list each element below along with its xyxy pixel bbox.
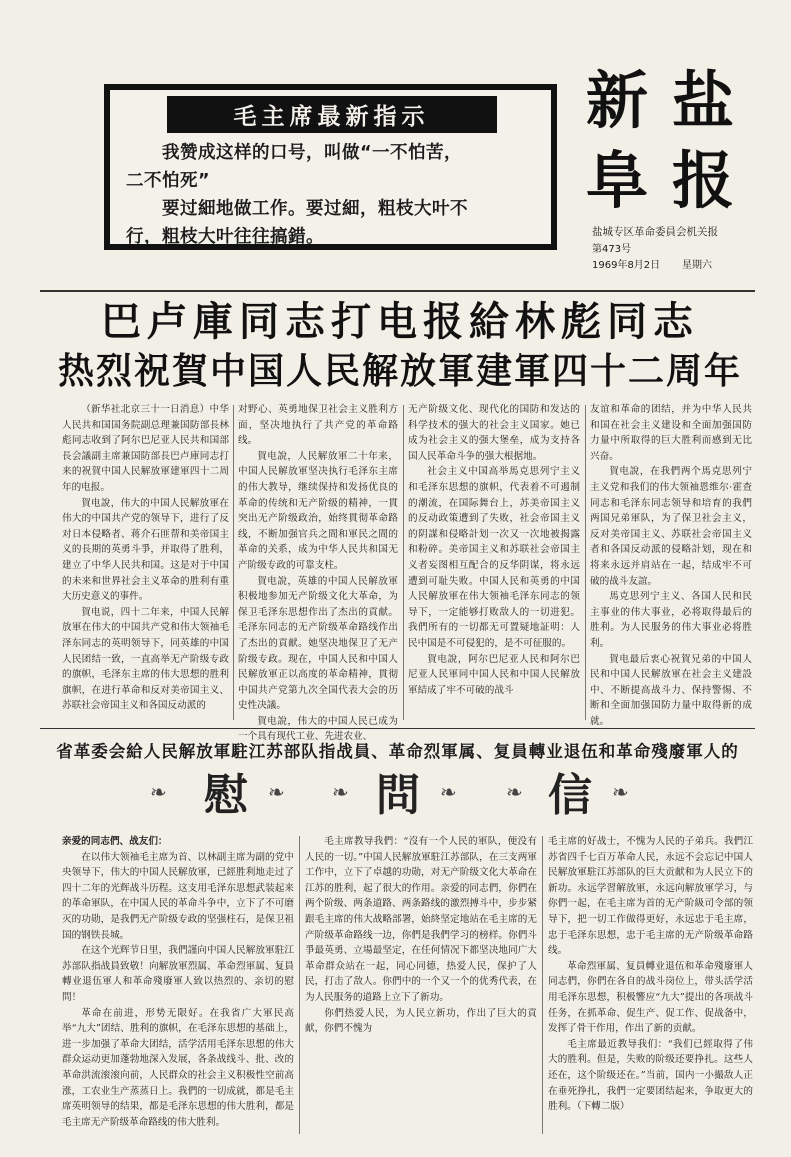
article-paragraph: 賀电說，阿尔巴尼亚人民和阿尔巴尼亚人民軍同中国人民和中国人民解放軍結成了牢不可破的战斗 xyxy=(408,653,580,696)
masthead-weekday: 星期六 xyxy=(682,260,712,271)
column-divider xyxy=(299,836,300,1134)
letter-column-1 xyxy=(62,834,294,1136)
letter-paragraph: 毛主席最近教导我们：“我们已經取得了伟大的胜利。但是，失败的阶级还要挣扎。这些人还在，这个阶级还在。”当前，国内一小撮敌人正在垂死挣扎，我們一定要团结起来，争取更大的胜利。（下轉二版） xyxy=(548,1038,753,1113)
article-paragraph: 賀电說，伟大的中国人民解放軍在伟大的中国共产党的领导下，进行了反对日本侵略者、蒋介石匪帮和美帝国主义的長期的英勇斗爭，并取得了胜利，建立了中华人民共和国。这是对于中国的未来和世界社会主义革命的胜利有重大历史意义的事件。 xyxy=(62,497,229,603)
article-paragraph: 馬克思列宁主义、各国人民和民主事业的伟大事业，必将取得最后的胜利。为人民服务的伟大事业必将胜利。 xyxy=(590,591,752,649)
masthead-char-xin: 新 xyxy=(586,64,649,137)
letter-paragraph: 毛主席教导我們：“沒有一个人民的軍队，便没有人民的一切。”中国人民解放軍駐江苏部队，在三支两軍工作中，立下了卓越的功勋，对无产阶级文化大革命在江苏的胜利，起了很大的作用。亲爱的同志們，你們在两个阶级、两条道路、两条路线的激烈搏斗中，步步紧跟毛主席的伟大战略部署，始終坚定地站在毛主席的无产阶级革命路线一边，你們是我們学习的榜样。你們斗爭最英勇、立場最坚定，在任何情况下都坚决地同广大革命群众站在一起，同心同德，热爱人民，保护了人民，打击了敌人。你們中的一个又一个的优秀代表，在为人民服务的道路上立下了新功。 xyxy=(305,836,537,1003)
article-paragraph: （新华社北京三十一日消息）中华人民共和国国务院副总理兼国防部長林彪同志收到了阿尔巴尼亚人民共和国部長会議副主席兼国防部長巴卢庫同志打来的祝賀中国人民解放軍建軍四十二周年的电报。 xyxy=(62,404,229,493)
masthead-char-fu: 阜 xyxy=(586,144,649,217)
letter-column-3 xyxy=(548,834,753,1136)
article-column-4 xyxy=(590,402,752,727)
chairman-quote-box xyxy=(104,84,557,250)
article-paragraph: 无产阶级文化、现代化的国防和发达的科学技术的强大的社会主义国家。她已成为社会主义的强大堡垒，成为支持各国人民革命斗争的强大根据地。 xyxy=(408,404,580,462)
headline-rule-top xyxy=(40,290,755,292)
article-paragraph: 賀电說，在我們两个馬克思列宁主义党和我们的伟大领袖恩维尔·霍查同志和毛泽东同志领导和培育的我們两国兄弟軍队，为了保卫社会主义，反对美帝国主义、苏联社会帝国主义者和各国反动派的侵略計划，现在和将来永远并肩站在一起，结成牢不可破的战斗友誼。 xyxy=(590,466,752,587)
masthead-char-bao: 报 xyxy=(672,144,735,217)
letter-title-char-2: 問 xyxy=(376,770,420,821)
article-paragraph: 賀电說，伟大的中国人民已成为一个具有现代工业、先进农业、 xyxy=(238,715,398,743)
flourish-icon: ❧ xyxy=(268,780,285,804)
column-divider xyxy=(403,405,404,720)
column-divider xyxy=(233,405,234,720)
quote-inner xyxy=(110,90,551,247)
quote-line: 行，粗枝大叶往往搞錯。 xyxy=(126,227,324,247)
article-paragraph: 友谊和革命的团结，并为中华人民共和国在社会主义建设和全面加强国防力量中所取得的巨大胜利而感到无比兴奋。 xyxy=(590,404,752,462)
article-column-3 xyxy=(408,402,580,722)
flourish-icon: ❧ xyxy=(506,780,523,804)
flourish-icon: ❧ xyxy=(150,780,167,804)
letter-column-2 xyxy=(305,834,537,1136)
letter-paragraph: 革命烈軍属、复員轉业退伍和革命殘廢軍人同志們，你們在各自的战斗岗位上，带头活学活用毛泽东思想，积极響应“九大”提出的各项战斗任务，在抓革命、促生产、促工作、促战备中，发挥了骨干作用，作出了新的贡献。 xyxy=(548,960,753,1035)
article-column-1 xyxy=(62,402,229,722)
flourish-icon: ❧ xyxy=(440,780,457,804)
quote-line: 我赞成这样的口号，叫做“一不怕苦， xyxy=(126,143,463,163)
masthead-organ: 盐城专区革命委員会机关报 xyxy=(592,226,718,238)
quote-line: 二不怕死” xyxy=(126,171,211,191)
quote-line: 要过細地做工作。要过細，粗枝大叶不 xyxy=(126,199,468,219)
column-divider xyxy=(542,836,543,1134)
article-paragraph: 賀电说，四十二年来，中国人民解放軍在伟大的中国共产党和伟大领袖毛泽东同志的英明领导下，同英雄的中国人民团结一致，一直高举无产阶级专政的旗帜，毛泽东主席的伟大思想的胜利旗帜，在进行革命和反对美帝国主义、苏联社会帝国主义和各国反动派的 xyxy=(62,606,229,712)
letter-subhead: 省革委会給人民解放軍駐江苏部队指战員、革命烈軍属、复員轉业退伍和革命殘廢軍人的 xyxy=(56,742,739,761)
quote-title: 毛主席最新指示 xyxy=(167,96,497,133)
letter-paragraph: 毛主席的好战士，不愧为人民的子弟兵。我們江苏省四千七百万革命人民，永远不会忘记中国人民解放軍駐江苏部队的巨大贡献和为人民立下的新功。永远学習解放軍，永远向解放軍学习，与你們一起，在毛主席为首的无产阶級司令部的领导下，把一切工作做得更好，永远忠于毛主席，忠于毛泽东思想，忠于毛主席的无产阶级革命路线。 xyxy=(548,836,753,957)
masthead-issue: 第473号 xyxy=(592,244,632,255)
article-column-2 xyxy=(238,402,398,743)
letter-title-char-1: 慰 xyxy=(204,770,248,821)
article-paragraph: 对野心、英勇地保卫社会主义胜利方面，坚决地执行了共产党的革命路线。 xyxy=(238,404,398,447)
headline-line-2: 热烈祝賀中国人民解放軍建軍四十二周年 xyxy=(57,350,742,392)
column-divider xyxy=(585,405,586,720)
masthead-date: 1969年8月2日 xyxy=(592,260,661,271)
article-paragraph: 賀电說，人民解放軍二十年来，中国人民解放軍坚决执行毛泽东主席的伟大教导，继续保持和发扬优良的革命的传统和无产阶级的精神，一貫突出无产阶级政治，始终貫彻革命路线，不断加强官兵之間和軍民之間的革命的关系，成为中华人民共和国无产阶级专政的可靠支柱。 xyxy=(238,450,398,571)
article-paragraph: 賀电說，英雄的中国人民解放軍积极地参加无产阶级文化大革命，为保卫毛泽东思想作出了杰出的貢献。毛泽东同志的无产阶级革命路线作出了杰出的貢献。她坚决地保卫了无产阶级专政。现在，中国人民和中国人民解放軍正以高度的革命精神，貫彻中国共产党第九次全国代表大会的历史性决議。 xyxy=(238,575,398,712)
flourish-icon: ❧ xyxy=(332,780,349,804)
letter-greeting: 亲爱的同志們、战友们： xyxy=(62,836,168,847)
letter-title-char-3: 信 xyxy=(548,770,592,821)
letter-paragraph: 革命在前进，形势无限好。在我省广大軍民高举“九大”团结、胜利的旗帜，在毛泽东思想的基础上，进一步加强了革命大团结，活学活用毛泽东思想的伟大群众运动更加蓬勃地深入发展，各条战线斗、批、改的革命洪流滚滚向前，人民群众的社会主义积极性空前高涨，工农业生产蒸蒸日上。我們的一切成就，都是毛主席英明领导的结果，都是毛泽东思想的伟大胜利，都是毛主席无产阶级革命路线的伟大胜利。 xyxy=(62,1007,294,1128)
letter-paragraph: 在这个光辉节日里，我們謹向中国人民解放軍駐江苏部队指战員致敬！向解放軍烈属、革命烈軍属、复員轉业退伍軍人和革命殘廢軍人致以热烈的、亲切的慰問！ xyxy=(62,945,294,1003)
headline-line-1: 巴卢庫同志打电报給林彪同志 xyxy=(101,298,699,345)
article-paragraph: 社会主义中国高举馬克思列宁主义和毛泽东思想的旗帜，代表着不可遏制的潮流，在国际舞台上，苏美帝国主义的反动政策遭到了失败，社会帝国主义的阴謀和侵略計划一次又一次地被揭露和粉碎。美帝国主义和苏联社会帝国主义者妄图相互配合的反华阴谋，将永远遭到可耻失败。中国人民和英勇的中国人民解放軍在伟大领袖毛泽东同志的领导下，一定能够打败敌人的一切进犯。我們所有的一切都无可置疑地証明：人民中国是不可侵犯的，是不可征服的。 xyxy=(408,466,580,649)
flourish-icon: ❧ xyxy=(612,780,629,804)
masthead-char-yan: 盐 xyxy=(672,64,735,137)
section-rule xyxy=(40,728,755,729)
article-paragraph: 賀电最后衷心祝賀兄弟的中国人民和中国人民解放軍在社会主义建設中、不断提高战斗力、保持警惕、不断和全面加强国防力量中取得新的成就。 xyxy=(590,653,752,727)
letter-paragraph: 你們热爱人民，为人民立新功，作出了巨大的貢献，你們不愧为 xyxy=(305,1007,537,1035)
letter-paragraph: 在以伟大领袖毛主席为首、以林副主席为副的党中央领导下，伟大的中国人民解放軍，已經胜利地走过了四十二年的光辉战斗历程。这支用毛泽东思想武装起来的革命軍队，在中国人民的革命斗争中，立下了不可磨灭的功勋，是我們无产阶级专政的坚强柱石，是保卫祖国的钢铁長城。 xyxy=(62,851,294,941)
